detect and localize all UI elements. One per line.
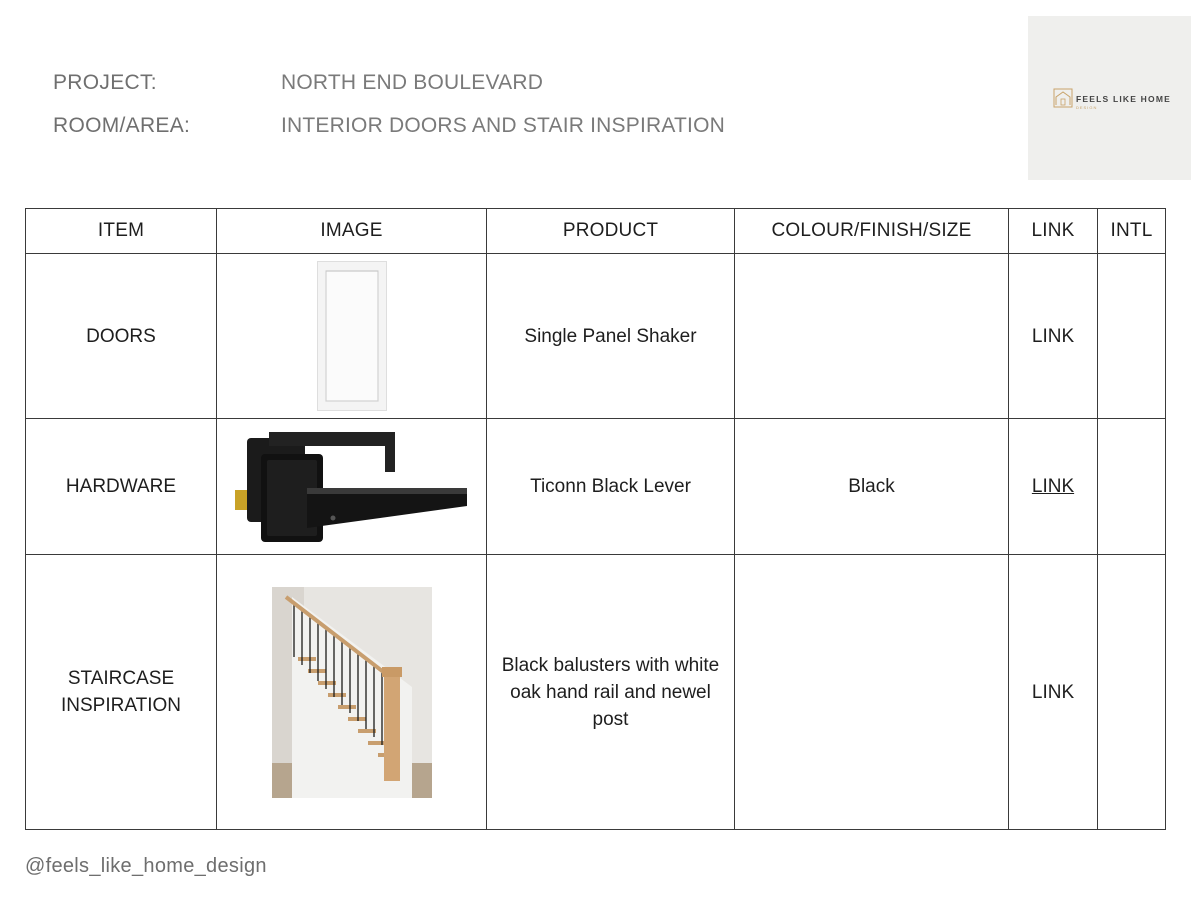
finish-cell (735, 419, 1009, 555)
col-header-link: LINK (1009, 209, 1098, 254)
finish-value: Black (848, 476, 895, 497)
item-name: STAIRCASE INSPIRATION (61, 668, 181, 716)
product-cell (487, 254, 735, 419)
logo-text: FEELS LIKE HOME (1076, 94, 1171, 104)
table-row (26, 419, 1166, 555)
col-header-product: PRODUCT (487, 209, 735, 254)
image-cell (217, 254, 487, 419)
table-row (26, 254, 1166, 419)
item-name: HARDWARE (65, 476, 177, 497)
logo-subtext: DESIGN (1076, 105, 1098, 110)
product-link[interactable]: LINK (1031, 325, 1075, 347)
selection-table (25, 208, 1166, 830)
col-header-intl: INTL (1098, 209, 1166, 254)
product-name: Ticonn Black Lever (530, 476, 691, 497)
link-cell (1009, 419, 1098, 555)
room-area-label: ROOM/AREA: (53, 114, 191, 137)
product-name: Black balusters with white oak hand rail and newel post (501, 654, 720, 730)
intl-cell (1098, 555, 1166, 830)
col-header-image: IMAGE (217, 209, 487, 254)
link-cell (1009, 555, 1098, 830)
room-area-value: INTERIOR DOORS AND STAIR INSPIRATION (281, 114, 725, 137)
table-row (26, 555, 1166, 830)
item-name: DOORS (86, 325, 156, 347)
project-label: PROJECT: (53, 71, 157, 94)
image-cell (217, 419, 487, 555)
finish-cell (735, 254, 1009, 419)
house-logo-icon (1053, 88, 1073, 108)
staircase-photo-image (272, 587, 432, 798)
social-handle: @feels_like_home_design (25, 855, 267, 877)
link-cell (1009, 254, 1098, 419)
product-name: Single Panel Shaker (524, 325, 697, 347)
image-cell (217, 555, 487, 830)
table-header-row (26, 209, 1166, 254)
brand-logo (1028, 16, 1191, 180)
product-cell (487, 555, 735, 830)
project-value: NORTH END BOULEVARD (281, 71, 544, 94)
item-cell (26, 254, 217, 419)
intl-cell (1098, 254, 1166, 419)
finish-cell (735, 555, 1009, 830)
col-header-finish: COLOUR/FINISH/SIZE (735, 209, 1009, 254)
product-link[interactable]: LINK (1031, 476, 1075, 497)
product-cell (487, 419, 735, 555)
col-header-item: ITEM (26, 209, 217, 254)
product-link[interactable]: LINK (1031, 681, 1075, 703)
white-shaker-door-image (317, 261, 387, 411)
black-lever-handle-image (235, 432, 469, 542)
intl-cell (1098, 419, 1166, 555)
item-cell (26, 555, 217, 830)
item-cell (26, 419, 217, 555)
